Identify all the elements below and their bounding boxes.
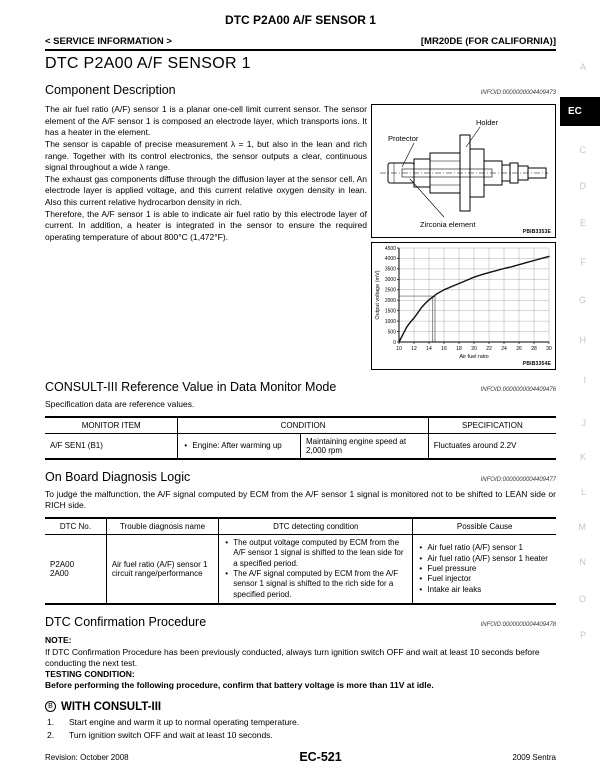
possible-cause-item: • Fuel pressure bbox=[418, 564, 551, 574]
output-voltage-chart bbox=[372, 243, 555, 367]
svg-text:500: 500 bbox=[387, 329, 396, 336]
page-header-row bbox=[45, 36, 556, 51]
sensor-cutaway-figure bbox=[371, 104, 556, 238]
with-consult-heading bbox=[45, 701, 556, 713]
margin-letter-g: G bbox=[578, 295, 586, 305]
component-description-heading: Component Description bbox=[45, 83, 176, 97]
figure-label-zirconia-element: Zirconia element bbox=[420, 220, 476, 229]
svg-text:14: 14 bbox=[426, 346, 432, 352]
infoid-confirmation: INFOID:0000000004409478 bbox=[480, 622, 556, 629]
cell-condition-primary: • Engine: After warming up bbox=[183, 441, 295, 450]
svg-text:30: 30 bbox=[546, 346, 552, 352]
note-block bbox=[45, 635, 556, 691]
procedure-steps bbox=[45, 716, 556, 742]
col-condition: CONDITION bbox=[178, 417, 428, 434]
cell-possible-cause bbox=[413, 534, 556, 604]
figure-label-protector: Protector bbox=[388, 134, 419, 143]
svg-text:10: 10 bbox=[396, 346, 402, 352]
section-tab-ec: EC bbox=[560, 97, 600, 126]
procedure-step: Start engine and warm it up to normal operating temperature. bbox=[69, 716, 300, 727]
svg-text:22: 22 bbox=[486, 346, 492, 352]
figure-label-holder: Holder bbox=[476, 118, 499, 127]
margin-letter-j: J bbox=[581, 418, 586, 428]
note-label: NOTE: bbox=[45, 635, 72, 646]
cell-specification: Fluctuates around 2.2V bbox=[428, 433, 556, 459]
svg-text:4500: 4500 bbox=[384, 245, 396, 252]
svg-text:0: 0 bbox=[393, 339, 396, 346]
consult-heading-row bbox=[45, 380, 556, 394]
page-content bbox=[45, 0, 556, 741]
svg-text:26: 26 bbox=[516, 346, 522, 352]
svg-text:12: 12 bbox=[411, 346, 417, 352]
service-information-label: < SERVICE INFORMATION > bbox=[45, 36, 172, 47]
consult-heading: CONSULT-III Reference Value in Data Monitor Mode bbox=[45, 380, 337, 394]
sensor-cutaway-drawing bbox=[372, 105, 555, 237]
cell-trouble-name: Air fuel ratio (A/F) sensor 1 circuit range/performance bbox=[106, 534, 218, 604]
svg-text:16: 16 bbox=[441, 346, 447, 352]
svg-text:2500: 2500 bbox=[384, 287, 396, 294]
svg-text:3000: 3000 bbox=[384, 277, 396, 284]
confirmation-heading: DTC Confirmation Procedure bbox=[45, 615, 207, 630]
page-title: DTC P2A00 A/F SENSOR 1 bbox=[45, 55, 251, 72]
figure-code: PBIB3354E bbox=[522, 361, 551, 367]
svg-text:20: 20 bbox=[471, 346, 477, 352]
diagnosis-logic-heading-row bbox=[45, 470, 556, 484]
col-detecting-condition: DTC detecting condition bbox=[219, 518, 413, 535]
table-row bbox=[45, 534, 556, 604]
col-trouble-name: Trouble diagnosis name bbox=[106, 518, 218, 535]
revision-label: Revision: October 2008 bbox=[45, 752, 129, 762]
figure-code: PBIB3353E bbox=[522, 229, 551, 235]
infoid-diagnosis-logic: INFOID:0000000004409477 bbox=[480, 476, 556, 483]
margin-letter-o: O bbox=[578, 594, 586, 604]
paragraph: The sensor is capable of precise measurement λ = 1, but also in the lean and rich range. Together with its control electronics, the sensor outputs a clear, continuous signal throughout a wide λ range. bbox=[45, 138, 367, 173]
svg-text:Air fuel ratio: Air fuel ratio bbox=[459, 354, 489, 360]
svg-text:1000: 1000 bbox=[384, 318, 396, 325]
consult-intro: Specification data are reference values. bbox=[45, 399, 195, 409]
svg-text:3500: 3500 bbox=[384, 266, 396, 273]
margin-letter-k: K bbox=[579, 452, 586, 462]
dtc-number: 2A00 bbox=[50, 569, 69, 579]
page-header-title: DTC P2A00 A/F SENSOR 1 bbox=[225, 13, 376, 27]
table-row bbox=[45, 433, 556, 459]
margin-letter-a: A bbox=[579, 62, 586, 72]
detecting-condition-item: • The A/F signal computed by ECM from the A/F sensor 1 signal is shifted to the rich side for a specified period. bbox=[224, 569, 407, 600]
cell-dtc-no bbox=[45, 534, 106, 604]
table-header-row bbox=[45, 518, 556, 535]
diagnosis-logic-heading: On Board Diagnosis Logic bbox=[45, 469, 191, 484]
infoid-component-description: INFOID:0000000004409473 bbox=[480, 90, 556, 96]
with-consult-label: WITH CONSULT-III bbox=[61, 700, 162, 713]
svg-text:Output voltage (mV): Output voltage (mV) bbox=[375, 270, 381, 320]
table-header-row bbox=[45, 417, 556, 434]
consult-symbol-icon: B bbox=[45, 701, 56, 712]
procedure-step: Turn ignition switch OFF and wait at least 10 seconds. bbox=[69, 729, 273, 740]
margin-letter-h: H bbox=[579, 335, 586, 345]
component-description-heading-row bbox=[45, 83, 556, 97]
possible-cause-item: • Intake air leaks bbox=[418, 585, 551, 595]
cell-monitor-item: A/F SEN1 (B1) bbox=[50, 441, 103, 451]
col-specification: SPECIFICATION bbox=[428, 417, 556, 434]
margin-letter-d: D bbox=[579, 181, 586, 191]
col-possible-cause: Possible Cause bbox=[413, 518, 556, 535]
engine-model-tag: [MR20DE (FOR CALIFORNIA)] bbox=[420, 36, 556, 47]
svg-text:2000: 2000 bbox=[384, 298, 396, 305]
detecting-condition-item: • The output voltage computed by ECM from the A/F sensor 1 signal is shifted to the lean side for a specified period. bbox=[224, 538, 407, 569]
svg-text:1500: 1500 bbox=[384, 308, 396, 315]
col-monitor-item: MONITOR ITEM bbox=[45, 417, 178, 434]
component-description-text bbox=[45, 104, 367, 370]
vehicle-label: 2009 Sentra bbox=[512, 752, 556, 762]
page-number: EC-521 bbox=[299, 750, 342, 764]
diagnosis-logic-table bbox=[45, 517, 556, 605]
paragraph: Therefore, the A/F sensor 1 is able to indicate air fuel ratio by this electrode layer of current. In addition, a heater is integrated in the sensor to ensure the required operating temperature of about 800°C (1,472°F). bbox=[45, 208, 367, 243]
note-text: If DTC Confirmation Procedure has been previously conducted, always turn ignition switch OFF and wait at least 10 seconds before conducting the next test. bbox=[45, 646, 540, 668]
svg-text:18: 18 bbox=[456, 346, 462, 352]
margin-letter-n: N bbox=[579, 557, 586, 567]
consult-reference-table bbox=[45, 416, 556, 460]
possible-cause-item: • Fuel injector bbox=[418, 574, 551, 584]
testing-condition-text: Before performing the following procedure, confirm that battery voltage is more than 11V at idle. bbox=[45, 680, 434, 691]
diagnosis-logic-intro: To judge the malfunction, the A/F signal computed by ECM from the A/F sensor 1 signal is monitored not to be shifted to LEAN side or RICH side. bbox=[45, 488, 556, 511]
margin-letter-f: F bbox=[580, 257, 586, 267]
margin-letter-e: E bbox=[579, 218, 586, 228]
dtc-number: P2A00 bbox=[50, 560, 75, 570]
cell-detecting-condition bbox=[219, 534, 413, 604]
testing-condition-label: TESTING CONDITION: bbox=[45, 669, 135, 680]
svg-text:4000: 4000 bbox=[384, 256, 396, 263]
margin-letter-m: M bbox=[578, 522, 586, 532]
cell-condition-secondary: Maintaining engine speed at 2,000 rpm bbox=[300, 433, 428, 459]
output-voltage-chart-figure bbox=[371, 242, 556, 370]
margin-letter-l: L bbox=[580, 487, 586, 497]
paragraph: The exhaust gas components diffuse through the diffusion layer at the sensor cell. An electrode layer is applied voltage, and this current relative oxygen density in lean. Also this current relative hydrocarbon density in rich. bbox=[45, 173, 367, 208]
svg-text:28: 28 bbox=[531, 346, 537, 352]
page-footer bbox=[45, 750, 556, 764]
possible-cause-item: • Air fuel ratio (A/F) sensor 1 bbox=[418, 543, 551, 553]
confirmation-heading-row bbox=[45, 615, 556, 629]
paragraph: The air fuel ratio (A/F) sensor 1 is a planar one-cell limit current sensor. The sensor element of the A/F sensor 1 is composed an electrode layer, which transports ions. It has a heater in the element. bbox=[45, 104, 367, 138]
margin-letter-c: C bbox=[579, 145, 586, 155]
margin-letter-i: I bbox=[583, 375, 586, 385]
svg-text:24: 24 bbox=[501, 346, 507, 352]
col-dtc-no: DTC No. bbox=[45, 518, 106, 535]
margin-letter-p: P bbox=[579, 630, 586, 640]
possible-cause-item: • Air fuel ratio (A/F) sensor 1 heater bbox=[418, 554, 551, 564]
infoid-consult: INFOID:0000000004409476 bbox=[480, 387, 556, 393]
